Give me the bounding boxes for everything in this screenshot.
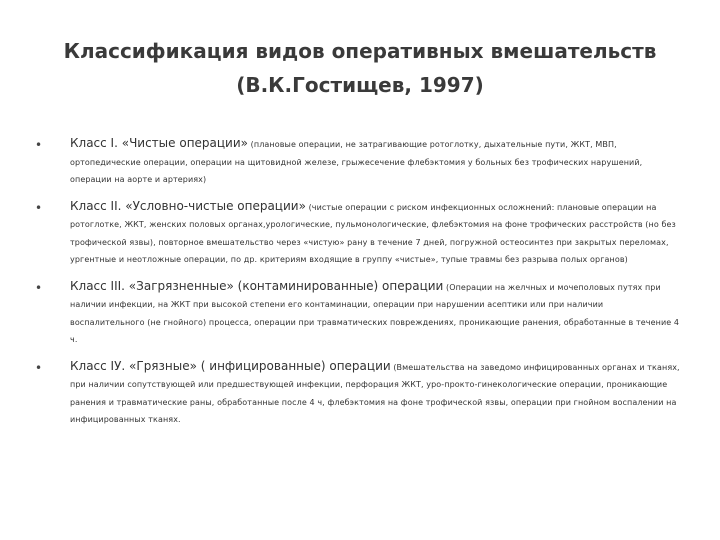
class-description: (плановые операции, не затрагивающие ротоглотку, дыхательные пути, ЖКТ, МВП, ортопедические операции, операции на щитовидной железе, грыжесечение флебэктомия у больных без трофических нарушений, операции на аорте и артериях) (70, 140, 643, 184)
bullet-icon: • (35, 200, 43, 215)
class-description: (Вмешательства на заведомо инфицированных органах и тканях, при наличии сопутствующей или предшествующей инфекции, перфорация ЖКТ, уро-прокто-гинекологические операции, проникающие ранения и травматические раны, обработанные после 4 ч, флебэктомия на фоне трофической язвы, операции при гнойном воспалении на инфицированных тканях. (70, 362, 680, 424)
bullet-icon: • (35, 138, 43, 152)
bullet-icon: • (35, 280, 43, 295)
list-item-class-1 (30, 135, 680, 189)
class-description: (Операции на желчных и мочеполовых путях при наличии инфекции, на ЖКТ при высокой степени его контаминации, операции при нарушении асептики или при наличии воспалительного (не гнойного) процесса, операции при травматических повреждениях, проникающие ранения, обработанные в течение 4 ч. (70, 282, 680, 344)
title-line-1: Классификация видов оперативных вмешательств (63, 39, 657, 63)
classification-list (30, 135, 680, 438)
class-heading: Класс III. «Загрязненные» (контаминированные) операции (70, 278, 444, 293)
class-heading: Класс I. «Чистые операции» (70, 136, 248, 150)
class-description: (чистые операции с риском инфекционных осложнений: плановые операции на ротоглотке, ЖКТ, женских половых органах,урологические, пульмонологические, флебэктомия на фоне трофических расстройств (но без трофической язвы), повторное вмешательство через «чистую» рану в течение 7 дней, погружной остеосинтез при закрытых переломах, ургентные и неотложные операции, по др. критериям входящие в группу «чистые», тупые травмы без разрыва полых органов) (70, 202, 676, 264)
title-line-2: (В.К.Гостищев, 1997) (236, 73, 484, 97)
list-item-class-2 (30, 198, 680, 269)
list-item-class-3 (30, 278, 680, 349)
slide-title (40, 34, 680, 102)
list-item-class-4 (30, 358, 680, 429)
class-heading: Класс IУ. «Грязные» ( инфицированные) операции (70, 358, 391, 373)
bullet-icon: • (35, 360, 43, 375)
class-heading: Класс II. «Условно-чистые операции» (70, 198, 306, 213)
